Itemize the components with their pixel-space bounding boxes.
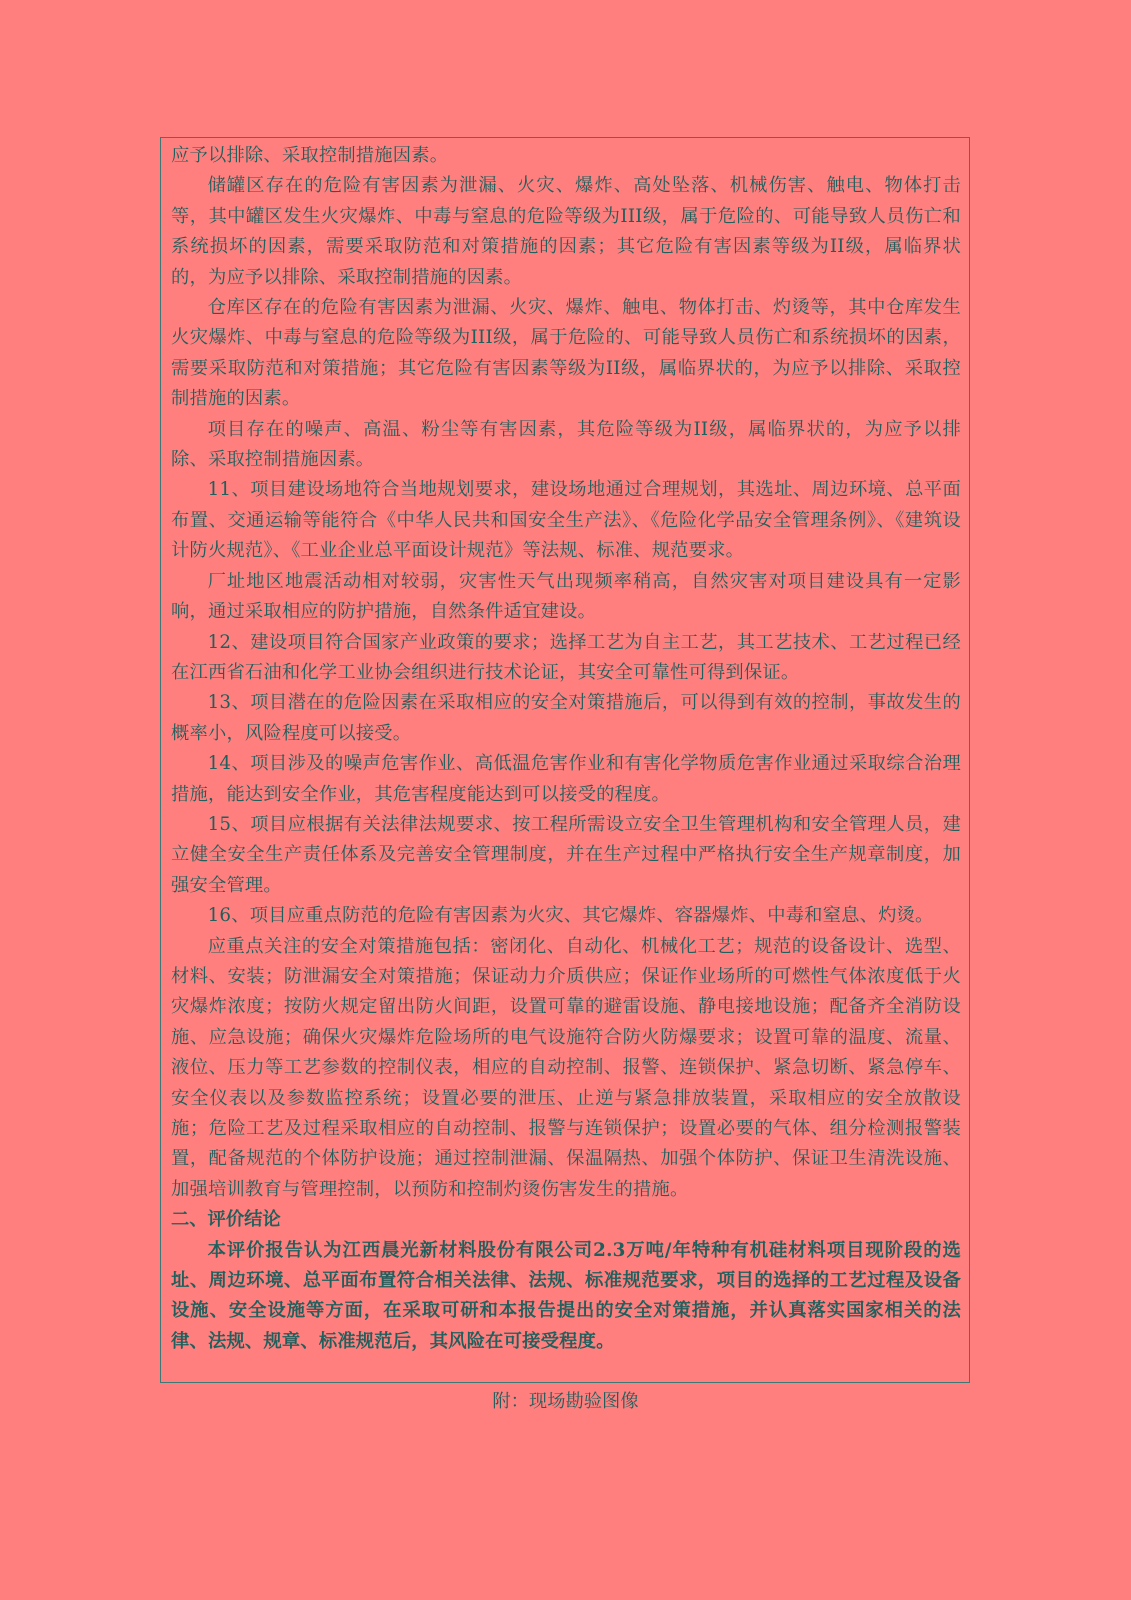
paragraph-item-13: 13、项目潜在的危险因素在采取相应的安全对策措施后，可以得到有效的控制，事故发生的概率小，风险程度可以接受。	[171, 692, 961, 744]
paragraph-tank-area: 储罐区存在的危险有害因素为泄漏、火灾、爆炸、高处坠落、机械伤害、触电、物体打击等，其中罐区发生火灾爆炸、中毒与窒息的危险等级为III级，属于危险的、可能导致人员伤亡和系统损坏的因素，需要采取防范和对策措施的因素；其它危险有害因素等级为II级，属临界状的，为应予以排除、采取控制措施的因素。	[171, 175, 961, 288]
paragraph-noise-factors: 项目存在的噪声、高温、粉尘等有害因素，其危险等级为II级，属临界状的，为应予以排除、采取控制措施因素。	[171, 418, 961, 471]
paragraph-warehouse-area: 仓库区存在的危险有害因素为泄漏、火灾、爆炸、触电、物体打击、灼烫等，其中仓库发生火灾爆炸、中毒与窒息的危险等级为III级，属于危险的、可能导致人员伤亡和系统损坏的因素，需要采取防范和对策措施；其它危险有害因素等级为II级，属临界状的，为应予以排除、采取控制措施的因素。	[171, 297, 961, 410]
paragraph-item-16: 16、项目应重点防范的危险有害因素为火灾、其它爆炸、容器爆炸、中毒和窒息、灼烫。	[207, 905, 934, 927]
report-text-frame	[160, 137, 970, 1383]
paragraph-safety-measures: 应重点关注的安全对策措施包括：密闭化、自动化、机械化工艺；规范的设备设计、选型、材料、安装；防泄漏安全对策措施；保证动力介质供应；保证作业场所的可燃性气体浓度低于火灾爆炸浓度；按防火规定留出防火间距，设置可靠的避雷设施、静电接地设施；配备齐全消防设施、应急设施；确保火灾爆炸危险场所的电气设施符合防火防爆要求；设置可靠的温度、流量、液位、压力等工艺参数的控制仪表，相应的自动控制、报警、连锁保护、紧急切断、紧急停车、安全仪表以及参数监控系统；设置必要的泄压、止逆与紧急排放装置，采取相应的安全放散设施；危险工艺及过程采取相应的自动控制、报警与连锁保护；设置必要的气体、组分检测报警装置，配备规范的个体防护设施；通过控制泄漏、保温隔热、加强个体防护、保证卫生清洗设施、加强培训教育与管理控制，以预防和控制灼烫伤害发生的措施。	[171, 935, 961, 1200]
paragraph-item-11: 11、项目建设场地符合当地规划要求，建设场地通过合理规划，其选址、周边环境、总平面布置、交通运输等能符合《中华人民共和国安全生产法》、《危险化学品安全管理条例》、《建筑设计防火规范》、《工业企业总平面设计规范》等法规、标准、规范要求。	[171, 479, 961, 562]
appendix-caption: 附：现场勘验图像	[492, 1391, 639, 1412]
paragraph-item-14: 14、项目涉及的噪声危害作业、高低温危害作业和有害化学物质危害作业通过采取综合治理措施，能达到安全作业，其危害程度能达到可以接受的程度。	[171, 753, 961, 805]
paragraph-item-15: 15、项目应根据有关法律法规要求、按工程所需设立安全卫生管理机构和安全管理人员，建立健全安全生产责任体系及完善安全管理制度，并在生产过程中严格执行安全生产规章制度，加强安全管理。	[171, 813, 961, 896]
paragraph-item-12: 12、建设项目符合国家产业政策的要求；选择工艺为自主工艺，其工艺技术、工艺过程已经在江西省石油和化学工业协会组织进行技术论证，其安全可靠性可得到保证。	[171, 631, 961, 683]
paragraph-site-seismic: 厂址地区地震活动相对较弱，灾害性天气出现频率稍高，自然灾害对项目建设具有一定影响，通过采取相应的防护措施，自然条件适宜建设。	[171, 570, 961, 623]
conclusion-text: 本评价报告认为江西晨光新材料股份有限公司2.3万吨/年特种有机硅材料项目现阶段的选址、周边环境、总平面布置符合相关法律、法规、标准规范要求，项目的选择的工艺过程及设备设施、安全设施等方面，在采取可研和本报告提出的安全对策措施，并认真落实国家相关的法律、法规、规章、标准规范后，其风险在可接受程度。	[171, 1239, 961, 1352]
paragraph-1: 应予以排除、采取控制措施因素。	[171, 145, 449, 166]
conclusion-heading: 二、评价结论	[171, 1209, 281, 1231]
